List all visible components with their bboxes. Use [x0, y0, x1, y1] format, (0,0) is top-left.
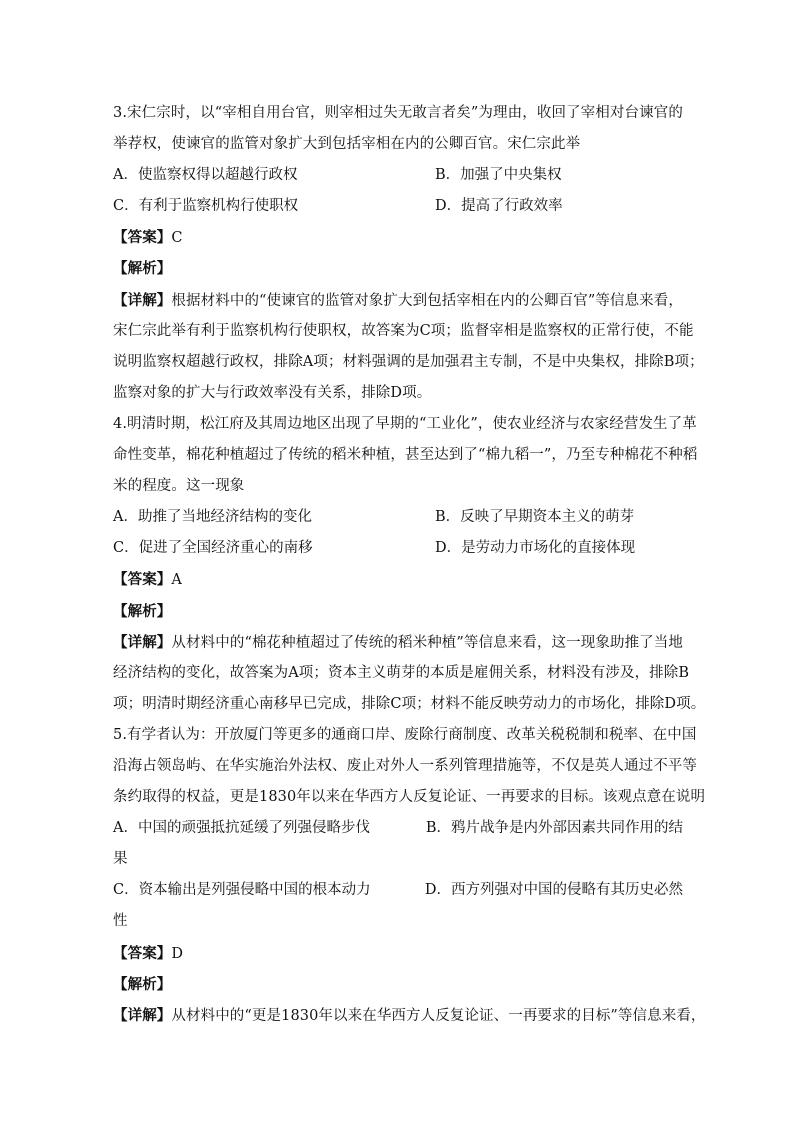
option-a: A．助推了当地经济结构的变化 [113, 509, 312, 526]
option-d: D．是劳动力市场化的直接体现 [435, 540, 636, 557]
question-stem-line: 4.明清时期，松江府及其周边地区出现了早期的“工业化”，使农业经济与农家经营发生了革 [113, 415, 697, 432]
detail-text: 根据材料中的“使谏官的监管对象扩大到包括宰相在内的公卿百官”等信息来看， [171, 292, 683, 309]
options-row [113, 875, 683, 906]
options-row [113, 502, 683, 533]
question-5 [113, 720, 706, 1031]
option-b: B．鸦片战争是内外部因素共同作用的结 [425, 820, 683, 837]
question-stem-line: 条约取得的权益，更是1830年以来在华西方人反复论证、一再要求的目标。该观点意在说明 [113, 789, 706, 806]
option-d: D．提高了行政效率 [435, 198, 563, 215]
answer-label: 【答案】 [113, 944, 172, 962]
detail-line [113, 285, 683, 316]
detail-text: 从材料中的“棉花种植超过了传统的稻米种植”等信息来看，这一现象助推了当地 [171, 634, 683, 651]
answer-label: 【答案】 [113, 229, 172, 247]
options-row [113, 160, 683, 191]
question-stem-line: 沿海占领岛屿、在华实施治外法权、废止对外人一系列管理措施等，不仅是英人通过不平等 [113, 757, 697, 774]
answer-line [113, 564, 683, 595]
options-row [113, 191, 683, 222]
option-c: C．促进了全国经济重心的南移 [113, 540, 313, 557]
option-c: C．有利于监察机构行使职权 [113, 198, 299, 215]
option-c: C．资本输出是列强侵略中国的根本动力 [113, 882, 371, 899]
option-a: A．中国的顽强抵抗延缓了列强侵略步伐 [113, 820, 370, 837]
analysis-line [113, 969, 683, 1000]
detail-line: 经济结构的变化，故答案为A项；资本主义萌芽的本质是雇佣关系，材料没有涉及，排除B [113, 664, 690, 681]
option-b: B．反映了早期资本主义的萌芽 [435, 509, 635, 526]
analysis-label: 【解析】 [113, 975, 172, 993]
detail-label: 【详解】 [113, 633, 172, 651]
answer-value: A [171, 572, 182, 589]
answer-value: D [171, 945, 184, 962]
detail-label: 【详解】 [113, 291, 172, 309]
detail-line: 监察对象的扩大与行政效率没有关系，排除D项。 [113, 384, 432, 401]
detail-line [113, 627, 683, 658]
option-b: B．加强了中央集权 [435, 167, 562, 184]
answer-label: 【答案】 [113, 571, 172, 589]
answer-line [113, 222, 683, 253]
option-d-wrap: 性 [113, 913, 128, 930]
analysis-line [113, 596, 683, 627]
question-stem-line: 命性变革，棉花种植超过了传统的稻米种植，甚至达到了“棉九稻一”，乃至专种棉花不种稻 [113, 447, 698, 464]
question-stem-line: 5.有学者认为：开放厦门等更多的通商口岸、废除行商制度、改革关税税制和税率、在中国 [113, 726, 697, 743]
question-3 [113, 98, 704, 409]
detail-line: 说明监察权超越行政权，排除A项；材料强调的是加强君主专制，不是中央集权，排除B项； [113, 353, 704, 370]
options-row [113, 813, 683, 844]
question-stem-line: 3.宋仁宗时，以“宰相自用台官，则宰相过失无敢言者矣”为理由，收回了宰相对台谏官的 [113, 105, 683, 121]
question-stem-line: 米的程度。这一现象 [113, 478, 245, 495]
option-a: A．使监察权得以超越行政权 [113, 167, 298, 184]
answer-value: C [171, 230, 183, 247]
detail-text: 从材料中的“更是1830年以来在华西方人反复论证、一再要求的目标”等信息来看， [171, 1007, 706, 1024]
question-4 [113, 409, 706, 720]
detail-label: 【详解】 [113, 1006, 172, 1024]
detail-line: 宋仁宗此举有利于监察机构行使职权，故答案为C项；监督宰相是监察权的正常行使，不能 [113, 322, 694, 339]
question-stem-line: 举荐权，使谏官的监管对象扩大到包括宰相在内的公卿百官。宋仁宗此举 [113, 136, 581, 153]
document-page [113, 98, 706, 1031]
analysis-label: 【解析】 [113, 602, 172, 620]
options-row [113, 533, 683, 564]
detail-line: 项；明清时期经济重心南移早已完成，排除C项；材料不能反映劳动力的市场化，排除D项。 [113, 695, 706, 712]
answer-line [113, 938, 683, 969]
option-d: D．西方列强对中国的侵略有其历史必然 [424, 882, 683, 899]
analysis-label: 【解析】 [113, 260, 172, 278]
analysis-line [113, 253, 683, 284]
detail-line [113, 1000, 706, 1031]
option-b-wrap: 果 [113, 851, 128, 868]
